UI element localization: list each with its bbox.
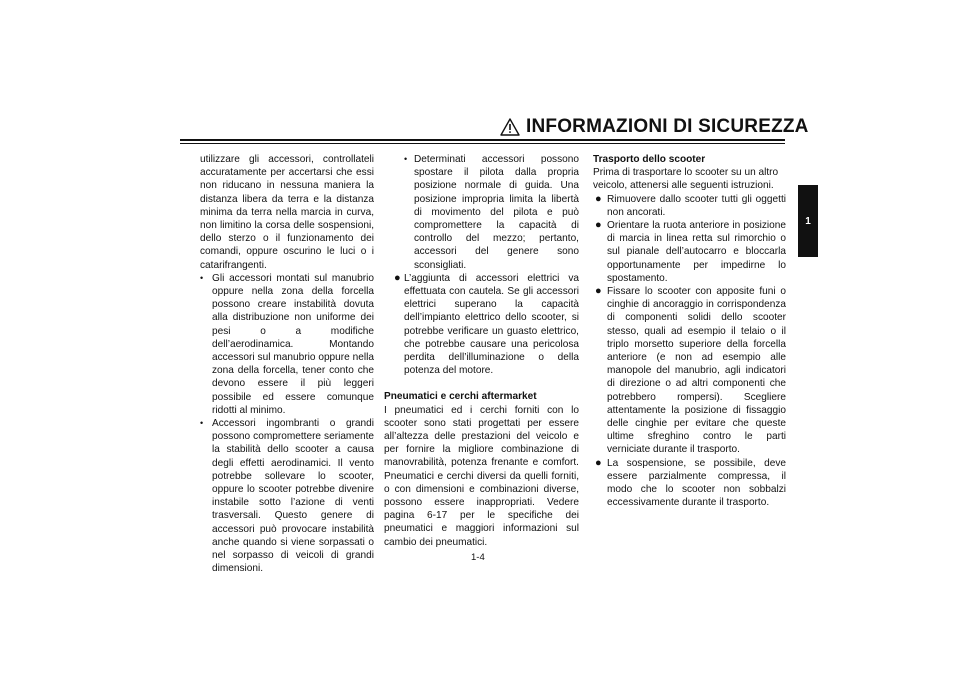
text-column-1 (200, 153, 374, 576)
chapter-tab-label: 1 (805, 215, 811, 227)
section-heading-transport: Trasporto dello scooter (593, 154, 706, 165)
text-column-3 (593, 153, 786, 509)
section-heading-tyres: Pneumatici e cerchi aftermarket (384, 391, 537, 403)
header-rule-thick (180, 139, 785, 141)
paragraph-tyres: I pneumatici ed i cerchi forniti con lo scooter sono stati progettati per essere all’altezza delle prestazioni del veicolo e per fornire la migliore combinazione di manovrabilità, potenza frenante e comfort. Pneumatici e cerchi diversi da quelli forniti, o con dimensioni e combinazioni diverse, possono essere inappropriati. Vedere pagina 6-17 per le specifiche dei pneumatici e maggiori informazioni sul cambio dei pneumatici. (384, 404, 579, 548)
header-rule-thin (180, 143, 785, 144)
list-item-text: Fissare lo scooter con apposite funi o cinghie di ancoraggio in corrispondenza di componenti solidi dello scooter stesso, quali ad esempio il telaio o il triplo morsetto superiore della forcella anteriore (e non ad esempio alle manopole del manubrio, agli indicatori di direzione o ad altri componenti che potrebbero rompersi). Scegliere attentamente la posizione di fissaggio delle cinghie per evitare che queste ultime sfreghino contro le parti verniciate durante il trasporto. (607, 286, 786, 456)
page-header (500, 116, 809, 138)
list-item-text: Determinati accessori possono spostare il pilota dalla propria posizione normale di guida. Una posizione impropria limita la libertà di movimento del pilota e può compromettere la capacità di controllo del mezzo; pertanto, accessori del genere sono sconsigliati. (414, 154, 579, 271)
page-title: INFORMAZIONI DI SICUREZZA (526, 116, 809, 137)
bullet-dot-icon: • (200, 418, 204, 429)
list-item-text: L’aggiunta di accessori elettrici va effettuata con cautela. Se gli accessori elettrici superano la capacità dell’impianto elettrico dello scooter, si potrebbe verificare un guasto elettrico, che potrebbe causare una pericolosa perdita dell’illuminazione o della potenza del motore. (404, 272, 579, 377)
list-item-text: La sospensione, se possibile, deve essere parzialmente compressa, il modo che lo scooter non sobbalzi eccessivamente durante il trasporto. (607, 457, 786, 509)
list-item-text: Gli accessori montati sul manubrio oppure nella zona della forcella possono creare instabilità dovuta alla distribuzione non uniforme dei pesi o a modifiche dell’aerodinamica. Montando accessori sul manubrio oppure nella zona della forcella, tener conto che devono essere il più leggeri possibile ed essere comunque ridotti al minimo. (212, 272, 374, 416)
paragraph-accessories-intro: utilizzare gli accessori, controllateli accuratamente per accertarsi che essi non riducano in nessuna maniera la distanza libera da terra e la distanza minima da terra nella marcia in curva, non limitino la corsa delle sospensioni, dello sterzo o il funzionamento dei comandi, oppure oscurino le luci o i catarifrangenti. (200, 154, 374, 271)
bullet-ball-icon: ● (595, 219, 602, 232)
paragraph-transport-intro: Prima di trasportare lo scooter su un altro veicolo, attenersi alle seguenti istruzioni. (593, 167, 779, 192)
bullet-ball-icon: ● (394, 271, 401, 284)
chapter-tab (798, 185, 818, 257)
page-number: 1-4 (471, 552, 485, 563)
list-item (200, 417, 374, 575)
list-item (200, 272, 374, 417)
bullet-ball-icon: ● (595, 456, 602, 469)
bullet-ball-icon: ● (595, 285, 602, 298)
list-item (384, 272, 579, 378)
list-item-text: Orientare la ruota anteriore in posizione di marcia in linea retta sul rimorchio o sul pianale dell’autocarro e bloccarla opportunamente per impedirne lo spostamento. (607, 220, 786, 284)
list-item-text: Rimuovere dallo scooter tutti gli oggetti non ancorati. (607, 193, 786, 218)
bullet-dot-icon: • (404, 154, 408, 164)
warning-triangle-icon (500, 118, 520, 136)
list-item (593, 285, 786, 457)
text-column-2 (384, 153, 579, 549)
list-item (593, 219, 786, 285)
bullet-ball-icon: ● (595, 192, 602, 205)
list-item-text: Accessori ingombranti o grandi possono compromettere seriamente la stabilità dello scooter a causa degli effetti aerodinamici. Il vento potrebbe sollevare lo scooter, oppure lo scooter potrebbe divenire instabile sotto l’azione di venti trasversali. Questo genere di accessori può provocare instabilità anche quando si viene sorpassati o nel sorpasso di veicoli di grandi dimensioni. (212, 418, 374, 575)
list-item (593, 457, 786, 510)
bullet-dot-icon: • (200, 272, 204, 283)
list-item (384, 153, 579, 272)
list-item (593, 193, 786, 219)
